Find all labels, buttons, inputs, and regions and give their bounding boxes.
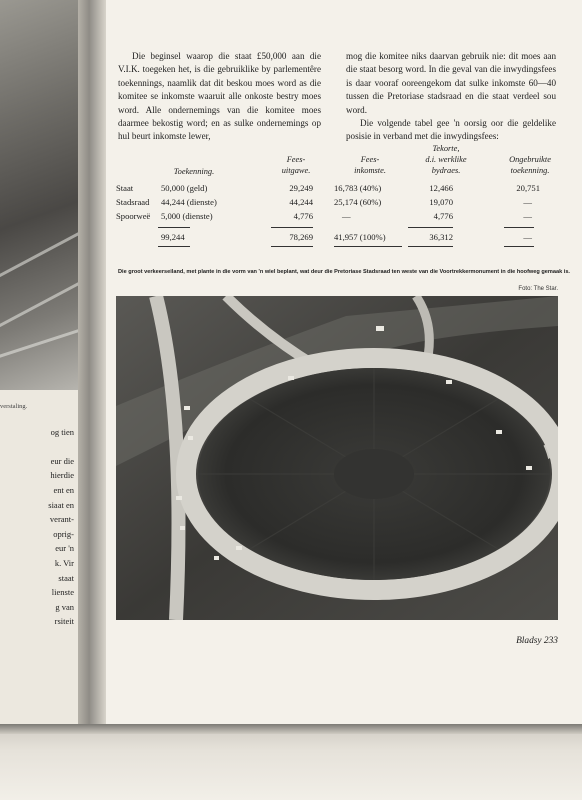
body-column-right [346,50,556,144]
table-rule [271,227,313,228]
table-rule [504,227,534,228]
total-ongebruikte: — [523,232,532,242]
cell-tekorte: 12,466 [429,183,453,193]
book-bottom-edge [0,724,582,800]
book-gutter [78,0,106,724]
left-page-line: oprig- [53,528,74,539]
cell-toekenning: 50,000 (geld) [161,183,208,193]
header-fees-uitgawe: Fees- uitgawe. [281,155,311,175]
left-page-line: ent en [53,484,74,495]
right-page [106,0,582,724]
cell-tekorte: 19,070 [429,197,453,207]
header-toekenning: Toekenning. [173,167,215,176]
total-toekenning: 99,244 [161,232,185,242]
table-rule [158,227,190,228]
body-column-left [118,50,321,144]
header-ongebruikte: Ongebruikte toekenning. [509,155,551,175]
cell-inkomste: 25,174 (60%) [334,197,382,207]
cell-uitgawe: 4,776 [293,211,313,221]
header-fees-inkomste: Fees- inkomste. [354,155,386,175]
left-page-line: rsiteit [54,616,74,627]
cell-ongebruikte: — [523,211,532,221]
cell-uitgawe: 29,249 [289,183,313,193]
cell-tekorte: 4,776 [433,211,453,221]
left-page-line [0,439,74,454]
left-page-photo [0,0,78,390]
left-page-line: og tien [50,426,74,437]
left-page-line: eur die [50,455,74,466]
page-number: Bladsy 233 [516,636,558,646]
cell-ongebruikte: — [523,197,532,207]
total-inkomste: 41,957 (100%) [334,232,386,242]
cell-ongebruikte: 20,751 [516,183,540,193]
aerial-roundabout-photo [116,296,558,620]
table-rule [504,246,534,247]
left-page-line: k. Vir [54,557,74,568]
body-paragraph-continuation: mog die komitee niks daarvan gebruik nie: dit moes aan die staat besorg word. In die geval van die inwydingsfees is daar vooraf ooreengekom dat sulke inkomste 60—40 tussen die Pretoriase stadsraad en die staat verdeel sou word. [346,51,556,115]
table-rule [334,246,402,247]
figure-caption: Die groot verkeerseiland, met plante in die vorm van 'n wiel beplant, wat deur die Pretoriase Stadsraad ten weste van die Voortrekkermonument in die hoofweg gemaak is. [118,269,570,275]
total-tekorte: 36,312 [429,232,453,242]
left-page-caption-fragment: verstaling. [0,403,28,410]
body-paragraph: Die volgende tabel gee 'n oorsig oor die geldelike posisie in verband met die inwydingsfees: [346,118,556,142]
table-rule [408,227,453,228]
total-uitgawe: 78,269 [289,232,313,242]
left-page [0,0,78,724]
cell-toekenning: 5,000 (dienste) [161,211,213,221]
table-rule [271,246,313,247]
row-label: Spoorweë [116,211,151,221]
body-paragraph: Die beginsel waarop die staat £50,000 aan die V.I.K. toegeken het, is die gebruiklike by parlementêre toekennings, naamlik dat dit beskou moes word as die komitee se inkomste waaruit alle onkoste bestry moes word. Alle ondernemings van die komitee moes daarmee bekostig word; en as sulke ondernemings op hul beurt inkomste lewer, [118,51,321,142]
photo-credit: Foto: The Star. [518,286,558,292]
cell-toekenning: 44,244 (dienste) [161,197,217,207]
cell-inkomste: — [342,211,351,221]
cell-uitgawe: 44,244 [289,197,313,207]
left-page-line: siaat en [48,499,74,510]
left-page-text [0,400,74,629]
cell-inkomste: 16,783 (40%) [334,183,382,193]
row-label: Stadsraad [116,197,150,207]
left-page-line: hierdie [50,470,74,481]
header-tekorte: Tekorte, d.i. werklike bydraes. [425,144,467,175]
left-page-line: staat [58,572,74,583]
table-rule [158,246,190,247]
left-page-line: verant- [49,514,74,525]
table-rule [408,246,453,247]
left-page-line: g van [55,601,74,612]
left-page-line: lienste [51,587,74,598]
left-page-line: eur 'n [55,543,74,554]
row-label: Staat [116,183,134,193]
